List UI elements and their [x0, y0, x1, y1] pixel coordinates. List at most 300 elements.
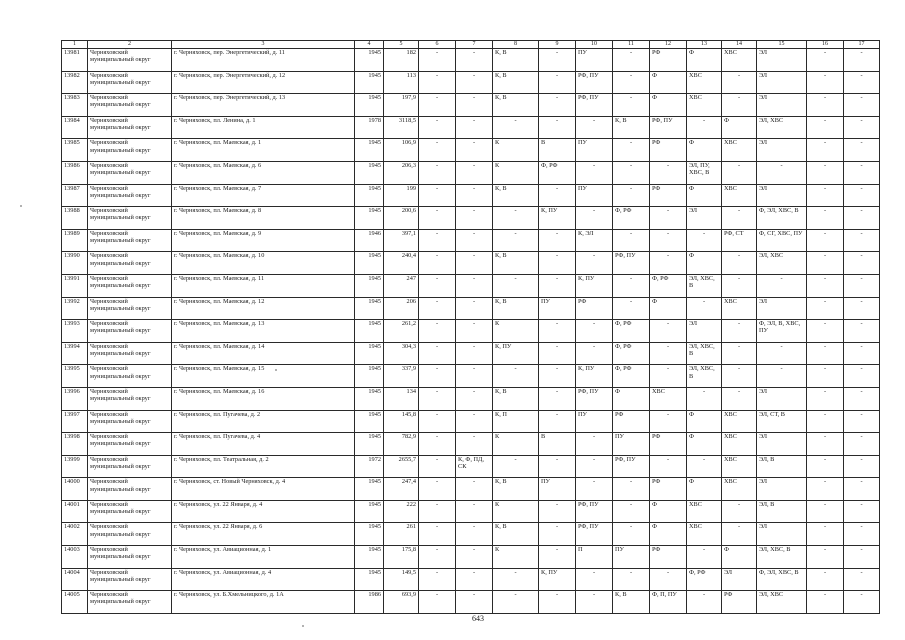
- col-13-cell: -: [687, 229, 722, 252]
- col-13-cell: Ф: [687, 184, 722, 207]
- record-number-cell: 14005: [62, 591, 88, 614]
- col-6-cell: -: [419, 184, 456, 207]
- col-11-cell: Ф, РФ: [613, 320, 650, 343]
- area-cell: 200,6: [384, 207, 419, 230]
- col-12-cell: -: [650, 252, 687, 275]
- record-number-cell: 13992: [62, 297, 88, 320]
- col-15-cell: ЭЛ, В: [757, 500, 807, 523]
- build-year-cell: 1945: [355, 568, 384, 591]
- col-9-cell: -: [539, 320, 576, 343]
- col-12-cell: Ф: [650, 523, 687, 546]
- col-15-cell: -: [757, 274, 807, 297]
- col-7-cell: -: [456, 500, 493, 523]
- col-15-cell: ЭЛ, В: [757, 455, 807, 478]
- record-number-cell: 13988: [62, 207, 88, 230]
- municipality-cell: Черняховский муниципальный округ: [88, 252, 172, 275]
- col-14-cell: -: [722, 500, 757, 523]
- area-cell: 3118,5: [384, 116, 419, 139]
- col-9-cell: -: [539, 523, 576, 546]
- build-year-cell: 1945: [355, 433, 384, 456]
- col-17-cell: -: [844, 455, 880, 478]
- col-10-cell: ПУ: [576, 410, 613, 433]
- col-7-cell: -: [456, 342, 493, 365]
- col-6-cell: -: [419, 568, 456, 591]
- col-14-cell: Ф: [722, 546, 757, 569]
- col-8-cell: -: [493, 229, 539, 252]
- col-10-cell: -: [576, 252, 613, 275]
- record-number-cell: 14002: [62, 523, 88, 546]
- municipality-cell: Черняховский муниципальный округ: [88, 161, 172, 184]
- col-10-cell: ПУ: [576, 49, 613, 72]
- col-16-cell: -: [807, 591, 844, 614]
- col-8-cell: К, В: [493, 184, 539, 207]
- column-number-4: 4: [355, 41, 384, 49]
- col-16-cell: -: [807, 568, 844, 591]
- col-13-cell: -: [687, 116, 722, 139]
- col-6-cell: -: [419, 229, 456, 252]
- col-8-cell: К: [493, 546, 539, 569]
- col-9-cell: -: [539, 94, 576, 117]
- header-row: [62, 41, 880, 49]
- municipality-cell: Черняховский муниципальный округ: [88, 478, 172, 501]
- table-row: [62, 229, 880, 252]
- col-12-cell: Ф, П, ПУ: [650, 591, 687, 614]
- col-17-cell: -: [844, 94, 880, 117]
- col-17-cell: -: [844, 342, 880, 365]
- area-cell: 106,9: [384, 139, 419, 162]
- address-cell: г. Черняховск, пл. Ленина, д. 1: [172, 116, 355, 139]
- municipality-cell: Черняховский муниципальный округ: [88, 184, 172, 207]
- col-12-cell: -: [650, 455, 687, 478]
- col-8-cell: К: [493, 161, 539, 184]
- build-year-cell: 1945: [355, 478, 384, 501]
- address-cell: г. Черняховск, пл. Маевская, д. 15: [172, 365, 355, 388]
- col-11-cell: -: [613, 161, 650, 184]
- col-11-cell: -: [613, 71, 650, 94]
- build-year-cell: 1945: [355, 71, 384, 94]
- col-17-cell: -: [844, 184, 880, 207]
- col-6-cell: -: [419, 297, 456, 320]
- col-17-cell: -: [844, 523, 880, 546]
- col-16-cell: -: [807, 139, 844, 162]
- col-7-cell: -: [456, 116, 493, 139]
- col-10-cell: РФ, ПУ: [576, 523, 613, 546]
- col-17-cell: -: [844, 116, 880, 139]
- address-cell: г. Черняховск, пер. Энергетический, д. 12: [172, 71, 355, 94]
- col-16-cell: -: [807, 49, 844, 72]
- col-16-cell: -: [807, 546, 844, 569]
- col-7-cell: -: [456, 365, 493, 388]
- col-12-cell: Ф: [650, 297, 687, 320]
- col-12-cell: Ф: [650, 94, 687, 117]
- area-cell: 175,8: [384, 546, 419, 569]
- col-12-cell: Ф: [650, 500, 687, 523]
- col-14-cell: -: [722, 94, 757, 117]
- col-11-cell: Ф, РФ: [613, 342, 650, 365]
- col-17-cell: -: [844, 139, 880, 162]
- col-6-cell: -: [419, 523, 456, 546]
- col-13-cell: Ф: [687, 49, 722, 72]
- col-13-cell: ХВС: [687, 71, 722, 94]
- col-13-cell: -: [687, 455, 722, 478]
- col-11-cell: -: [613, 500, 650, 523]
- municipality-cell: Черняховский муниципальный округ: [88, 455, 172, 478]
- col-9-cell: В: [539, 139, 576, 162]
- col-11-cell: Ф, РФ: [613, 365, 650, 388]
- municipality-cell: Черняховский муниципальный округ: [88, 410, 172, 433]
- col-8-cell: К, В: [493, 49, 539, 72]
- col-15-cell: ЭЛ: [757, 478, 807, 501]
- column-number-10: 10: [576, 41, 613, 49]
- col-6-cell: -: [419, 116, 456, 139]
- table-row: [62, 478, 880, 501]
- record-number-cell: 13987: [62, 184, 88, 207]
- col-17-cell: -: [844, 546, 880, 569]
- col-15-cell: ЭЛ: [757, 523, 807, 546]
- col-10-cell: -: [576, 320, 613, 343]
- record-number-cell: 14000: [62, 478, 88, 501]
- col-14-cell: ЭЛ: [722, 568, 757, 591]
- municipality-cell: Черняховский муниципальный округ: [88, 342, 172, 365]
- col-13-cell: Ф: [687, 433, 722, 456]
- col-15-cell: ЭЛ: [757, 433, 807, 456]
- area-cell: 247,4: [384, 478, 419, 501]
- area-cell: 206,3: [384, 161, 419, 184]
- address-cell: г. Черняховск, пл. Маевская, д. 7: [172, 184, 355, 207]
- address-cell: г. Черняховск, пл. Пугачева, д. 2: [172, 410, 355, 433]
- col-15-cell: ЭЛ, ХВС: [757, 591, 807, 614]
- col-14-cell: -: [722, 387, 757, 410]
- col-8-cell: -: [493, 274, 539, 297]
- table-row: [62, 568, 880, 591]
- area-cell: 247: [384, 274, 419, 297]
- area-cell: 206: [384, 297, 419, 320]
- col-12-cell: РФ: [650, 184, 687, 207]
- col-11-cell: -: [613, 229, 650, 252]
- col-14-cell: ХВС: [722, 455, 757, 478]
- col-10-cell: П: [576, 546, 613, 569]
- col-12-cell: Ф: [650, 71, 687, 94]
- col-16-cell: -: [807, 297, 844, 320]
- col-7-cell: -: [456, 207, 493, 230]
- col-16-cell: -: [807, 410, 844, 433]
- col-13-cell: -: [687, 387, 722, 410]
- col-7-cell: -: [456, 274, 493, 297]
- table-row: [62, 139, 880, 162]
- col-14-cell: ХВС: [722, 478, 757, 501]
- col-10-cell: -: [576, 342, 613, 365]
- col-8-cell: К: [493, 139, 539, 162]
- table-row: [62, 410, 880, 433]
- address-cell: г. Черняховск, ул. Б.Хмельницкого, д. 1А: [172, 591, 355, 614]
- col-6-cell: -: [419, 71, 456, 94]
- col-12-cell: -: [650, 568, 687, 591]
- address-cell: г. Черняховск, пл. Пугачева, д. 4: [172, 433, 355, 456]
- col-8-cell: К, В: [493, 387, 539, 410]
- record-number-cell: 14003: [62, 546, 88, 569]
- col-7-cell: -: [456, 94, 493, 117]
- col-16-cell: -: [807, 71, 844, 94]
- col-7-cell: -: [456, 49, 493, 72]
- col-11-cell: -: [613, 49, 650, 72]
- col-10-cell: РФ, ПУ: [576, 500, 613, 523]
- municipality-cell: Черняховский муниципальный округ: [88, 568, 172, 591]
- col-9-cell: -: [539, 365, 576, 388]
- address-cell: г. Черняховск, пл. Маевская, д. 16: [172, 387, 355, 410]
- area-cell: 199: [384, 184, 419, 207]
- col-8-cell: К: [493, 320, 539, 343]
- address-cell: г. Черняховск, пер. Энергетический, д. 11: [172, 49, 355, 72]
- build-year-cell: 1972: [355, 455, 384, 478]
- column-number-7: 7: [456, 41, 493, 49]
- table-row: [62, 365, 880, 388]
- col-7-cell: -: [456, 433, 493, 456]
- col-16-cell: -: [807, 365, 844, 388]
- col-7-cell: -: [456, 387, 493, 410]
- col-14-cell: ХВС: [722, 297, 757, 320]
- record-number-cell: 13999: [62, 455, 88, 478]
- build-year-cell: 1945: [355, 139, 384, 162]
- col-14-cell: -: [722, 342, 757, 365]
- table-row: [62, 116, 880, 139]
- build-year-cell: 1945: [355, 410, 384, 433]
- col-7-cell: -: [456, 478, 493, 501]
- col-7-cell: -: [456, 71, 493, 94]
- table-row: [62, 455, 880, 478]
- address-cell: г. Черняховск, пл. Маевская, д. 1: [172, 139, 355, 162]
- col-8-cell: -: [493, 591, 539, 614]
- municipality-cell: Черняховский муниципальный округ: [88, 274, 172, 297]
- area-cell: 261,2: [384, 320, 419, 343]
- table-row: [62, 500, 880, 523]
- col-10-cell: ПУ: [576, 139, 613, 162]
- address-cell: г. Черняховск, пл. Маевская, д. 8: [172, 207, 355, 230]
- col-6-cell: -: [419, 365, 456, 388]
- build-year-cell: 1945: [355, 546, 384, 569]
- col-15-cell: ЭЛ: [757, 297, 807, 320]
- column-number-14: 14: [722, 41, 757, 49]
- col-17-cell: -: [844, 410, 880, 433]
- col-13-cell: ХВС: [687, 500, 722, 523]
- col-12-cell: -: [650, 229, 687, 252]
- col-8-cell: К, В: [493, 71, 539, 94]
- table-body: [62, 49, 880, 614]
- col-9-cell: Ф, РФ: [539, 161, 576, 184]
- col-16-cell: -: [807, 116, 844, 139]
- col-12-cell: РФ, ПУ: [650, 116, 687, 139]
- address-cell: г. Черняховск, пер. Энергетический, д. 13: [172, 94, 355, 117]
- column-number-5: 5: [384, 41, 419, 49]
- build-year-cell: 1945: [355, 387, 384, 410]
- municipality-cell: Черняховский муниципальный округ: [88, 229, 172, 252]
- table-row: [62, 184, 880, 207]
- col-12-cell: РФ: [650, 478, 687, 501]
- table-row: [62, 546, 880, 569]
- address-cell: г. Черняховск, пл. Маевская, д. 9: [172, 229, 355, 252]
- col-6-cell: -: [419, 433, 456, 456]
- col-8-cell: К, В: [493, 252, 539, 275]
- col-8-cell: К, ПУ: [493, 342, 539, 365]
- col-10-cell: -: [576, 161, 613, 184]
- col-8-cell: -: [493, 568, 539, 591]
- col-6-cell: -: [419, 342, 456, 365]
- col-14-cell: ХВС: [722, 433, 757, 456]
- col-11-cell: РФ, ПУ: [613, 252, 650, 275]
- col-10-cell: К, ПУ: [576, 274, 613, 297]
- col-6-cell: -: [419, 410, 456, 433]
- col-15-cell: ЭЛ: [757, 139, 807, 162]
- col-11-cell: -: [613, 184, 650, 207]
- col-6-cell: -: [419, 274, 456, 297]
- col-12-cell: ХВС: [650, 387, 687, 410]
- col-9-cell: К, ПУ: [539, 207, 576, 230]
- col-15-cell: ЭЛ: [757, 94, 807, 117]
- col-14-cell: -: [722, 207, 757, 230]
- col-9-cell: -: [539, 342, 576, 365]
- col-11-cell: -: [613, 523, 650, 546]
- col-12-cell: РФ: [650, 433, 687, 456]
- col-15-cell: ЭЛ, ХВС: [757, 252, 807, 275]
- col-17-cell: -: [844, 591, 880, 614]
- col-7-cell: -: [456, 184, 493, 207]
- record-number-cell: 13997: [62, 410, 88, 433]
- record-number-cell: 13996: [62, 387, 88, 410]
- col-15-cell: Ф, ЭЛ, ХВС, В: [757, 568, 807, 591]
- municipality-cell: Черняховский муниципальный округ: [88, 523, 172, 546]
- col-6-cell: -: [419, 49, 456, 72]
- col-9-cell: -: [539, 500, 576, 523]
- col-14-cell: -: [722, 274, 757, 297]
- col-14-cell: -: [722, 252, 757, 275]
- area-cell: 197,9: [384, 94, 419, 117]
- municipality-cell: Черняховский муниципальный округ: [88, 591, 172, 614]
- col-10-cell: -: [576, 478, 613, 501]
- col-11-cell: -: [613, 274, 650, 297]
- col-6-cell: -: [419, 161, 456, 184]
- col-17-cell: -: [844, 365, 880, 388]
- build-year-cell: 1945: [355, 320, 384, 343]
- col-11-cell: К, В: [613, 591, 650, 614]
- col-16-cell: -: [807, 387, 844, 410]
- col-10-cell: -: [576, 207, 613, 230]
- record-number-cell: 13982: [62, 71, 88, 94]
- col-9-cell: В: [539, 433, 576, 456]
- col-10-cell: К, ЭЛ: [576, 229, 613, 252]
- area-cell: 182: [384, 49, 419, 72]
- col-15-cell: -: [757, 365, 807, 388]
- col-6-cell: -: [419, 500, 456, 523]
- col-15-cell: ЭЛ, ХВС: [757, 116, 807, 139]
- col-7-cell: -: [456, 320, 493, 343]
- column-number-15: 15: [757, 41, 807, 49]
- col-9-cell: -: [539, 116, 576, 139]
- column-number-12: 12: [650, 41, 687, 49]
- col-7-cell: -: [456, 297, 493, 320]
- area-cell: 397,1: [384, 229, 419, 252]
- col-15-cell: ЭЛ: [757, 184, 807, 207]
- col-12-cell: -: [650, 207, 687, 230]
- table-row: [62, 94, 880, 117]
- table-row: [62, 320, 880, 343]
- col-10-cell: РФ, ПУ: [576, 71, 613, 94]
- col-10-cell: -: [576, 591, 613, 614]
- municipality-cell: Черняховский муниципальный округ: [88, 387, 172, 410]
- address-cell: г. Черняховск, пл. Театральная, д. 2: [172, 455, 355, 478]
- col-14-cell: Ф: [722, 116, 757, 139]
- col-6-cell: -: [419, 387, 456, 410]
- col-6-cell: -: [419, 94, 456, 117]
- column-number-13: 13: [687, 41, 722, 49]
- col-17-cell: -: [844, 49, 880, 72]
- col-8-cell: К: [493, 500, 539, 523]
- col-6-cell: -: [419, 478, 456, 501]
- area-cell: 240,4: [384, 252, 419, 275]
- col-17-cell: -: [844, 297, 880, 320]
- build-year-cell: 1946: [355, 229, 384, 252]
- table-row: [62, 207, 880, 230]
- col-15-cell: -: [757, 342, 807, 365]
- col-10-cell: -: [576, 568, 613, 591]
- record-number-cell: 13981: [62, 49, 88, 72]
- col-15-cell: Ф, СГ, ХВС, ПУ: [757, 229, 807, 252]
- col-14-cell: ХВС: [722, 139, 757, 162]
- record-number-cell: 13985: [62, 139, 88, 162]
- col-8-cell: -: [493, 365, 539, 388]
- build-year-cell: 1986: [355, 591, 384, 614]
- col-9-cell: -: [539, 274, 576, 297]
- col-7-cell: -: [456, 161, 493, 184]
- housing-register-table: [61, 40, 880, 614]
- col-15-cell: ЭЛ: [757, 49, 807, 72]
- col-7-cell: К, Ф, ПД, СК: [456, 455, 493, 478]
- col-16-cell: -: [807, 433, 844, 456]
- address-cell: г. Черняховск, пл. Маевская, д. 12: [172, 297, 355, 320]
- col-10-cell: РФ, ПУ: [576, 387, 613, 410]
- address-cell: г. Черняховск, ул. 22 Января, д. 4: [172, 500, 355, 523]
- col-13-cell: Ф: [687, 478, 722, 501]
- municipality-cell: Черняховский муниципальный округ: [88, 116, 172, 139]
- col-16-cell: -: [807, 229, 844, 252]
- record-number-cell: 13995: [62, 365, 88, 388]
- scan-speck: [20, 205, 22, 207]
- col-15-cell: ЭЛ, ХВС, В: [757, 546, 807, 569]
- area-cell: 304,3: [384, 342, 419, 365]
- table-row: [62, 49, 880, 72]
- col-13-cell: ХВС: [687, 523, 722, 546]
- record-number-cell: 14004: [62, 568, 88, 591]
- record-number-cell: 13994: [62, 342, 88, 365]
- col-15-cell: ЭЛ: [757, 387, 807, 410]
- col-9-cell: ПУ: [539, 478, 576, 501]
- build-year-cell: 1945: [355, 184, 384, 207]
- build-year-cell: 1978: [355, 116, 384, 139]
- col-8-cell: -: [493, 207, 539, 230]
- build-year-cell: 1945: [355, 523, 384, 546]
- col-15-cell: -: [757, 161, 807, 184]
- col-13-cell: ЭЛ, ХВС, В: [687, 274, 722, 297]
- col-15-cell: ЭЛ: [757, 71, 807, 94]
- municipality-cell: Черняховский муниципальный округ: [88, 546, 172, 569]
- table-row: [62, 297, 880, 320]
- col-16-cell: -: [807, 184, 844, 207]
- col-17-cell: -: [844, 320, 880, 343]
- table-row: [62, 591, 880, 614]
- table-row: [62, 71, 880, 94]
- col-14-cell: -: [722, 320, 757, 343]
- record-number-cell: 13983: [62, 94, 88, 117]
- col-7-cell: -: [456, 523, 493, 546]
- col-9-cell: -: [539, 455, 576, 478]
